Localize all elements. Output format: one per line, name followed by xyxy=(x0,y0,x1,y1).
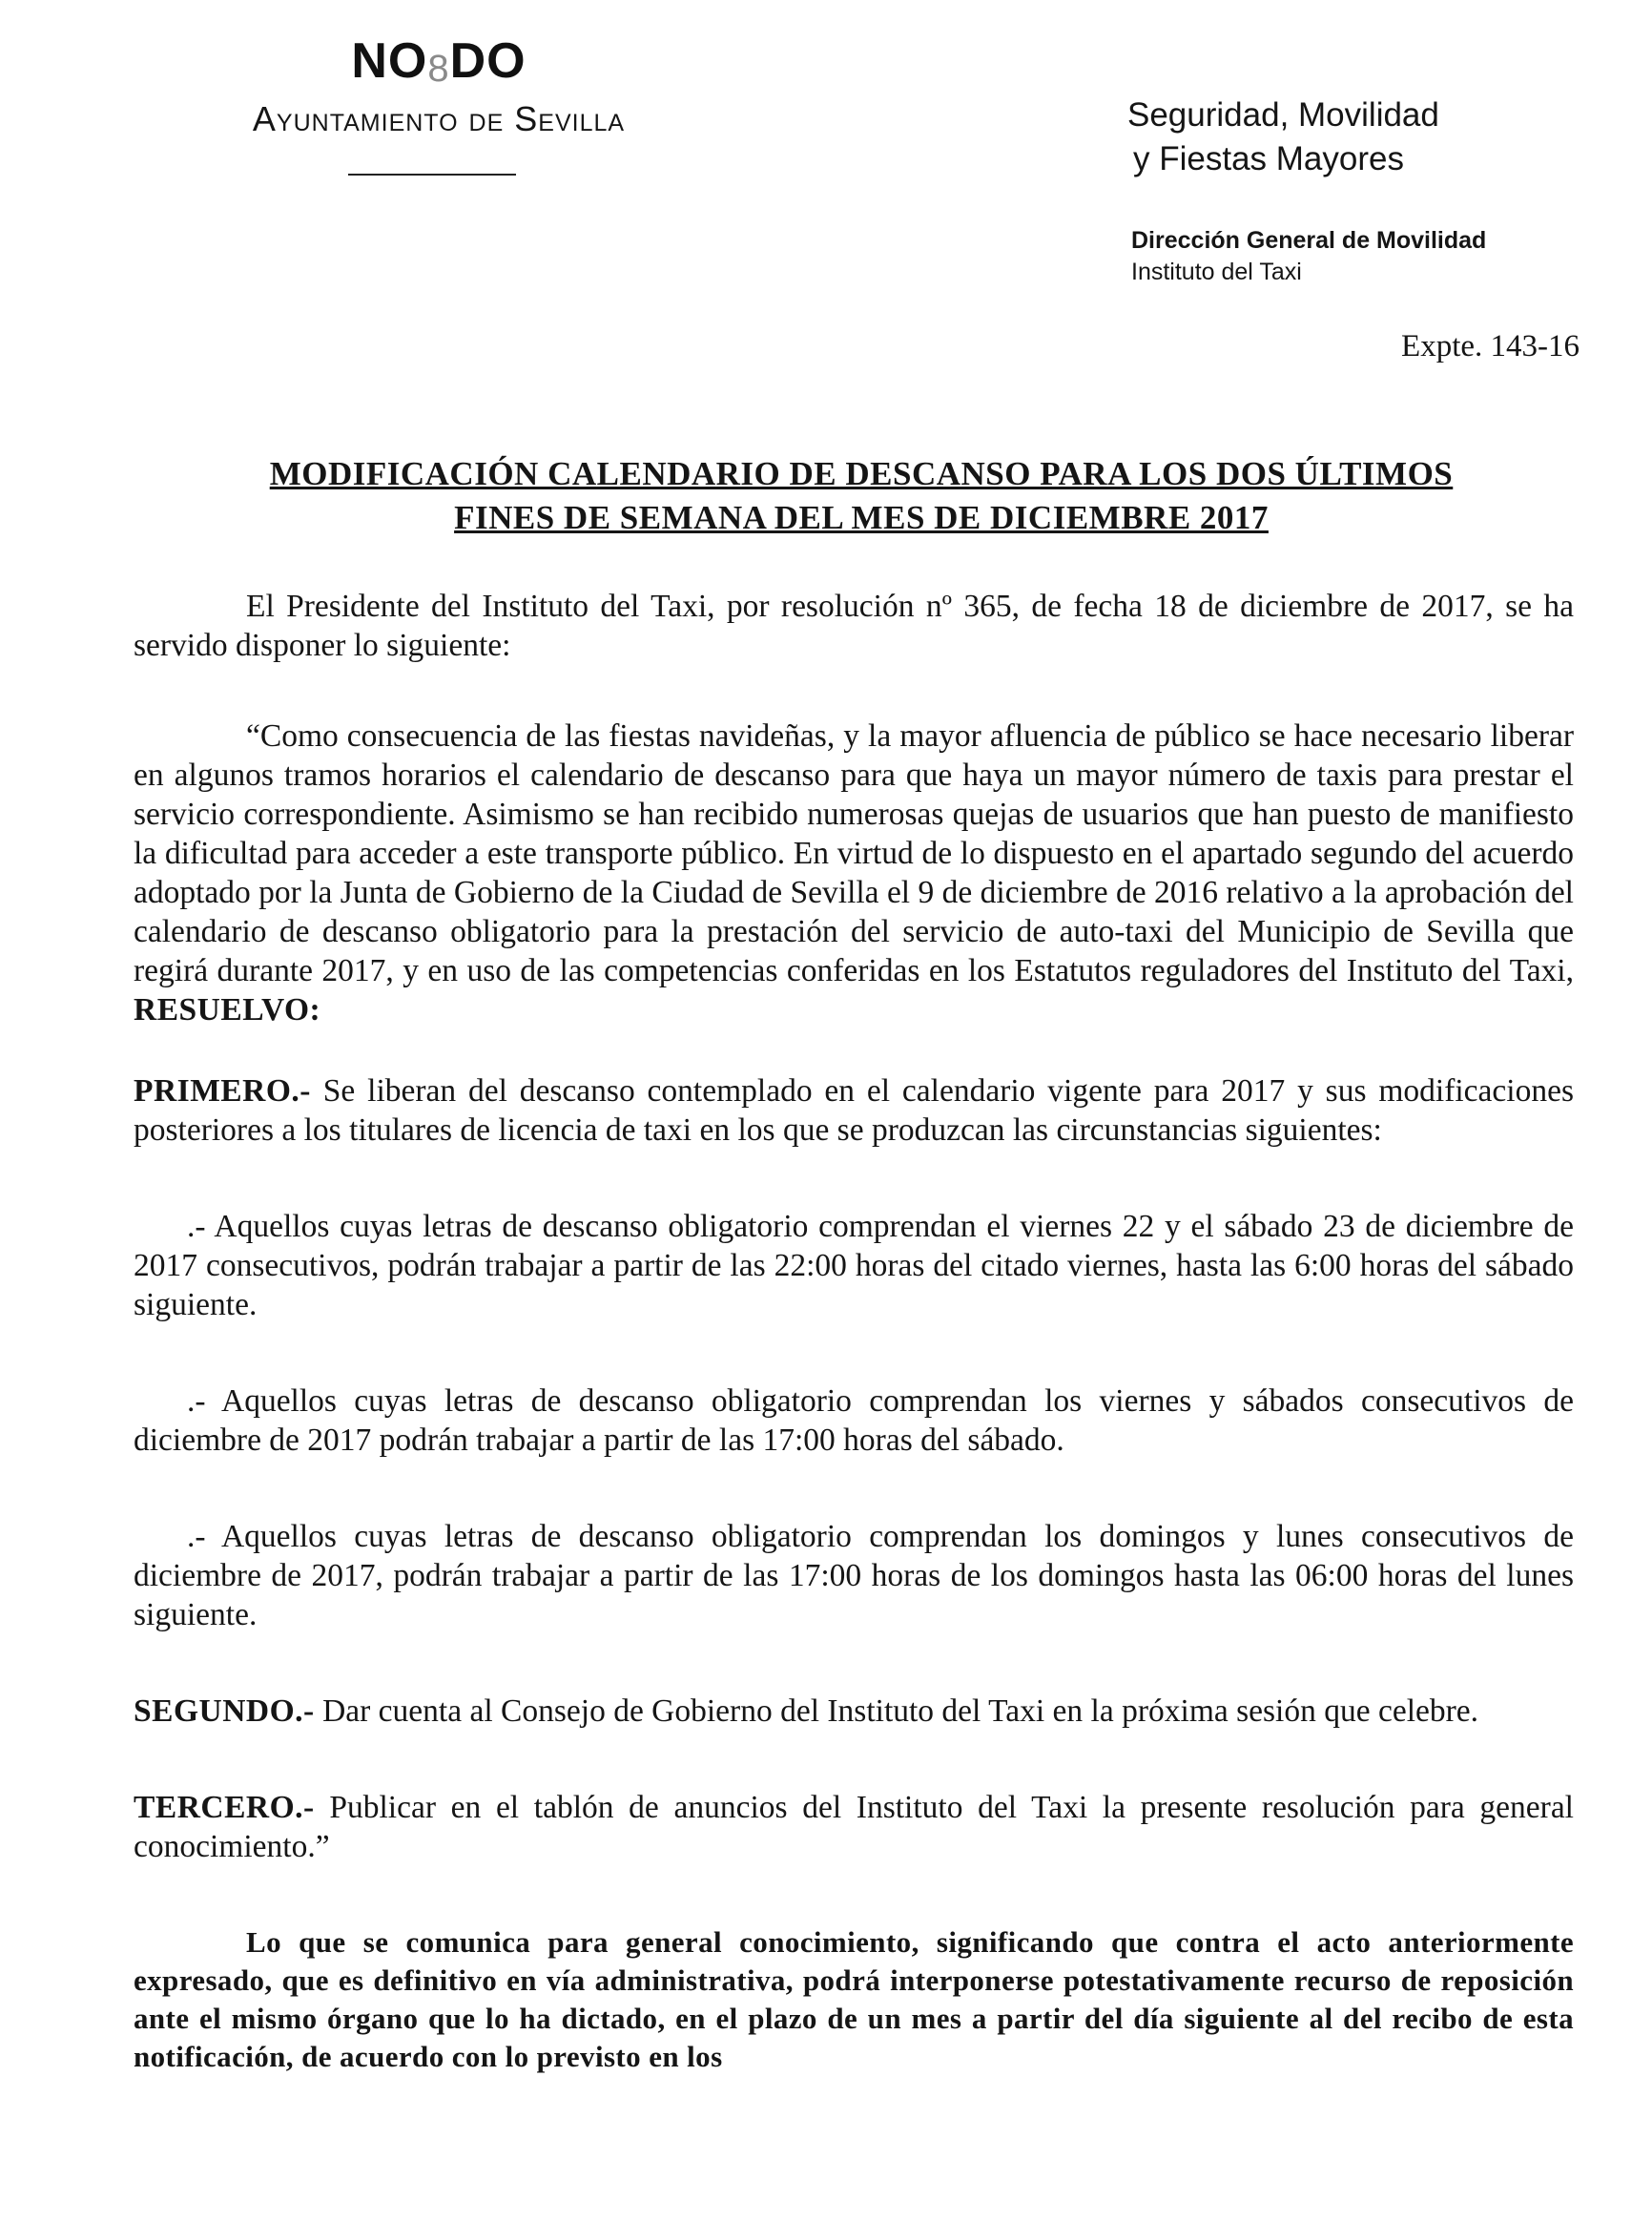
list-item: .- Aquellos cuyas letras de descanso obligatorio comprendan el viernes 22 y el sábado 23 de diciembre de 2017 consecutivos, podrán trabajar a partir de las 22:00 horas del citado viernes, hasta las 6:00 horas del sábado siguiente. xyxy=(134,1209,1574,1322)
segundo-paragraph xyxy=(134,1692,1574,1731)
primero-paragraph xyxy=(134,1071,1574,1150)
preamble-text: “Como consecuencia de las fiestas navideñas, y la mayor afluencia de público se hace necesario liberar en algunos tramos horarios el calendario de descanso para que haya un mayor número de taxis para prestar el servicio correspondiente. Asimismo se han recibido numerosas quejas de usuarios que han puesto de manifiesto la dificultad para acceder a este transporte público. En virtud de lo dispuesto en el apartado segundo del acuerdo adoptado por la Junta de Gobierno de la Ciudad de Sevilla el 9 de diciembre de 2016 relativo a la aprobación del calendario de descanso obligatorio para la prestación del servicio de auto-taxi del Municipio de Sevilla que regirá durante 2017, y en uso de las competencias conferidas en los Estatutos reguladores del Instituto del Taxi, xyxy=(134,718,1574,988)
resuelvo-label: RESUELVO: xyxy=(134,992,321,1028)
intro-paragraph: El Presidente del Instituto del Taxi, por resolución nº 365, de fecha 18 de diciembre de 2017, se ha servido disponer lo siguiente: xyxy=(134,589,1574,663)
city-logo xyxy=(172,32,706,141)
office-name: Instituto del Taxi xyxy=(1131,259,1302,285)
segundo-text: Dar cuenta al Consejo de Gobierno del Instituto del Taxi en la próxima sesión que celebre. xyxy=(314,1693,1479,1729)
primero-text: Se liberan del descanso contemplado en el calendario vigente para 2017 y sus modificaciones posteriores a los titulares de licencia de taxi en los que se produzcan las circunstancias siguientes: xyxy=(134,1073,1574,1148)
closing-paragraph: Lo que se comunica para general conocimiento, significando que contra el acto anteriormente expresado, que es definitivo en vía administrativa, podrá interponerse potestativamente recurso de reposición ante el mismo órgano que lo ha dictado, en el plazo de un mes a partir del día siguiente al del recibo de esta notificación, de acuerdo con lo previsto en los xyxy=(134,1925,1574,2073)
subdepartment-block xyxy=(1131,225,1486,288)
logo-divider xyxy=(348,174,516,176)
segundo-label: SEGUNDO.- xyxy=(134,1693,315,1729)
tercero-label: TERCERO.- xyxy=(134,1790,315,1825)
city-name: Ayuntamiento de Sevilla xyxy=(252,99,626,138)
subdepartment-name: Dirección General de Movilidad xyxy=(1131,227,1487,254)
document-title xyxy=(134,452,1589,540)
list-item: .- Aquellos cuyas letras de descanso obligatorio comprendan los viernes y sábados consecutivos de diciembre de 2017 podrán trabajar a partir de las 17:00 horas del sábado. xyxy=(134,1383,1574,1458)
nodo-logo-mark: NO8DO xyxy=(351,33,527,90)
list-item: .- Aquellos cuyas letras de descanso obligatorio comprendan los domingos y lunes consecutivos de diciembre de 2017, podrán trabajar a partir de las 17:00 horas de los domingos hasta las 06:00 horas del lunes siguiente. xyxy=(134,1519,1574,1632)
tercero-text: Publicar en el tablón de anuncios del Instituto del Taxi la presente resolución para general conocimiento.” xyxy=(134,1790,1574,1864)
department-block xyxy=(1127,93,1439,181)
document-body xyxy=(134,587,1574,2076)
file-reference: Expte. 143-16 xyxy=(1401,329,1580,363)
title-line-1: MODIFICACIÓN CALENDARIO DE DESCANSO PARA LOS DOS ÚLTIMOS xyxy=(269,455,1454,492)
primero-label: PRIMERO.- xyxy=(134,1073,311,1109)
preamble-paragraph xyxy=(134,716,1574,1029)
department-line-2: y Fiestas Mayores xyxy=(1133,140,1404,177)
title-line-2: FINES DE SEMANA DEL MES DE DICIEMBRE 2017 xyxy=(454,499,1269,536)
tercero-paragraph xyxy=(134,1788,1574,1866)
department-line-1: Seguridad, Movilidad xyxy=(1127,96,1439,134)
